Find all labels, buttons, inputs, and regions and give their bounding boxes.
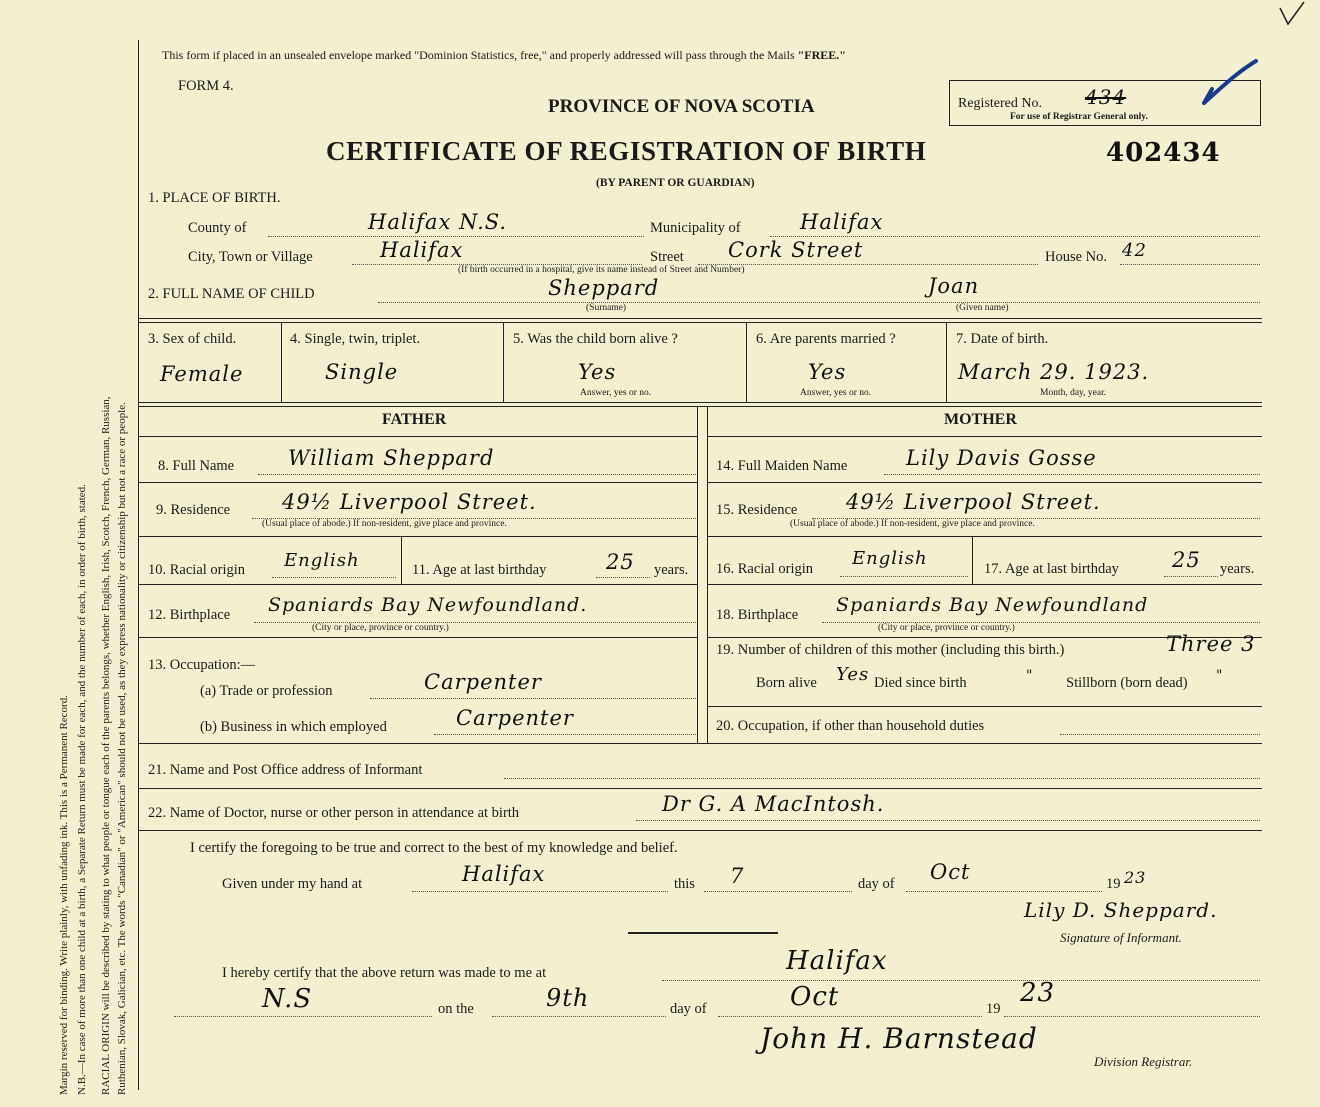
given-month-value: Oct <box>930 860 971 884</box>
registrar-dayof-label: day of <box>670 1001 707 1017</box>
corner-tick-icon <box>1278 0 1308 30</box>
alive-note: Answer, yes or no. <box>580 388 652 398</box>
informant-signature: Lily D. Sheppard. <box>1024 898 1218 922</box>
father-residence-label: 9. Residence <box>156 502 231 518</box>
plurality-label: 4. Single, twin, triplet. <box>290 331 421 347</box>
street-label: Street <box>650 249 684 265</box>
doctor-label: 22. Name of Doctor, nurse or other person in attendance at birth <box>148 805 520 821</box>
married-value: Yes <box>808 360 847 384</box>
mail-notice: This form if placed in an unsealed envelope marked "Dominion Statistics, free," and properly addressed will pass through the Mails "FREE." <box>162 48 846 62</box>
mother-age-years: years. <box>1220 561 1255 577</box>
dob-note: Month, day, year. <box>1040 388 1107 398</box>
province-title: PROVINCE OF NOVA SCOTIA <box>548 96 815 117</box>
form-number: FORM 4. <box>178 78 234 94</box>
side-note-1: Margin reserved for binding. Write plainly, with unfading ink. This is a Permanent Record. <box>58 695 70 1095</box>
plurality-value: Single <box>325 360 399 384</box>
city-label: City, Town or Village <box>188 249 313 265</box>
registrar-use-note: For use of Registrar General only. <box>1010 112 1148 122</box>
father-age-years: years. <box>654 562 689 578</box>
mother-name-value: Lily Davis Gosse <box>906 446 1097 470</box>
alive-value: Yes <box>578 360 617 384</box>
side-note-4: Ruthenian, Slovak, Galician, etc. The words "Canadian" or "American" should not be used, as they express nationality or citizenship but not a race or people. <box>116 402 128 1095</box>
father-business-label: (b) Business in which employed <box>200 719 387 735</box>
registrar-signature-label: Division Registrar. <box>1094 1054 1193 1069</box>
given-note: (Given name) <box>956 303 1009 313</box>
sex-label: 3. Sex of child. <box>148 331 237 347</box>
registrar-year-value: 23 <box>1020 978 1056 1008</box>
house-value: 42 <box>1122 240 1147 261</box>
informant-label: 21. Name and Post Office address of Informant <box>148 762 423 778</box>
father-trade-value: Carpenter <box>424 670 542 694</box>
married-note: Answer, yes or no. <box>800 388 872 398</box>
this-label: this <box>674 876 695 892</box>
father-age-value: 25 <box>606 550 635 574</box>
father-age-label: 11. Age at last birthday <box>412 562 547 578</box>
binding-margin-line <box>138 40 139 1090</box>
stillborn-value: " <box>1216 668 1224 684</box>
mother-birthplace-note: (City or place, province or country.) <box>878 623 1015 633</box>
father-residence-note: (Usual place of abode.) If non-resident, give place and province. <box>262 519 507 529</box>
registered-box <box>949 80 1261 126</box>
mother-residence-note: (Usual place of abode.) If non-resident, give place and province. <box>790 519 1035 529</box>
child-name-label: 2. FULL NAME OF CHILD <box>148 286 315 302</box>
certificate-subtitle: (BY PARENT OR GUARDIAN) <box>596 177 755 189</box>
mother-birthplace-label: 18. Birthplace <box>716 607 799 623</box>
mother-birthplace-value: Spaniards Bay Newfoundland <box>836 594 1149 616</box>
given-year-value: 23 <box>1124 868 1147 887</box>
father-occupation-label: 13. Occupation:— <box>148 657 256 673</box>
mother-occupation-label: 20. Occupation, if other than household duties <box>716 718 985 734</box>
registrar-place-value: Halifax <box>786 946 888 976</box>
street-value: Cork Street <box>728 238 864 262</box>
registrar-text: I hereby certify that the above return was made to me at <box>222 965 547 981</box>
doctor-value: Dr G. A MacIntosh. <box>662 792 885 816</box>
county-value: Halifax N.S. <box>368 210 508 234</box>
certificate-number: 402434 <box>1106 138 1221 168</box>
children-count-value: Three 3 <box>1166 632 1256 656</box>
father-heading: FATHER <box>382 411 447 428</box>
sex-value: Female <box>160 362 244 386</box>
married-label: 6. Are parents married ? <box>756 331 896 347</box>
given-dayof-label: day of <box>858 876 895 892</box>
certify-text: I certify the foregoing to be true and correct to the best of my knowledge and belief. <box>190 840 678 856</box>
side-note-2: N.B.—In case of more than one child at a birth, a Separate Return must be made for each, and the number of each, in order of birth, stated. <box>76 484 88 1095</box>
father-birthplace-label: 12. Birthplace <box>148 607 231 623</box>
surname-note: (Surname) <box>586 303 627 313</box>
certify-separator <box>628 932 778 934</box>
given-day-value: 7 <box>730 864 745 888</box>
county-label: County of <box>188 220 247 236</box>
mother-age-label: 17. Age at last birthday <box>984 561 1119 577</box>
child-given-name: Joan <box>928 274 980 298</box>
mother-race-value: English <box>852 548 928 569</box>
registered-value: 434 <box>1085 85 1127 109</box>
father-race-value: English <box>284 550 360 571</box>
mother-name-label: 14. Full Maiden Name <box>716 458 848 474</box>
registrar-on-the: on the <box>438 1001 474 1017</box>
registrar-year-prefix: 19 <box>986 1001 1001 1017</box>
given-under-label: Given under my hand at <box>222 876 363 892</box>
child-surname: Sheppard <box>548 276 660 300</box>
given-place-value: Halifax <box>462 862 546 886</box>
father-birthplace-note: (City or place, province or country.) <box>312 623 449 633</box>
father-birthplace-value: Spaniards Bay Newfoundland. <box>268 594 588 616</box>
given-year-prefix: 19 <box>1106 876 1121 892</box>
mother-residence-value: 49½ Liverpool Street. <box>846 490 1101 514</box>
registrar-place-value-2: N.S <box>262 984 313 1014</box>
center-divider-left <box>697 406 698 744</box>
center-divider-right <box>707 406 708 744</box>
father-trade-label: (a) Trade or profession <box>200 683 333 699</box>
mother-race-label: 16. Racial origin <box>716 561 814 577</box>
father-race-label: 10. Racial origin <box>148 562 246 578</box>
registrar-day-value: 9th <box>546 984 590 1012</box>
mother-heading: MOTHER <box>944 411 1017 428</box>
father-name-label: 8. Full Name <box>158 458 235 474</box>
born-alive-label: Born alive <box>756 675 817 691</box>
place-heading: 1. PLACE OF BIRTH. <box>148 190 281 206</box>
registered-label: Registered No. <box>958 96 1042 111</box>
registrar-month-value: Oct <box>790 982 840 1012</box>
house-label: House No. <box>1045 249 1108 265</box>
alive-label: 5. Was the child born alive ? <box>513 331 678 347</box>
father-business-value: Carpenter <box>456 706 574 730</box>
checkmark-icon <box>1200 59 1260 119</box>
dob-label: 7. Date of birth. <box>956 331 1049 347</box>
municipality-value: Halifax <box>800 210 884 234</box>
children-count-label: 19. Number of children of this mother (including this birth.) <box>716 642 1065 658</box>
hospital-note: (If birth occurred in a hospital, give its name instead of Street and Number) <box>458 265 745 275</box>
municipality-label: Municipality of <box>650 220 741 236</box>
father-residence-value: 49½ Liverpool Street. <box>282 490 537 514</box>
born-alive-value: Yes <box>836 664 870 685</box>
died-since-value: " <box>1026 668 1034 684</box>
mother-residence-label: 15. Residence <box>716 502 798 518</box>
mother-age-value: 25 <box>1172 548 1201 572</box>
father-name-value: William Sheppard <box>288 446 495 470</box>
city-value: Halifax <box>380 238 464 262</box>
stillborn-label: Stillborn (born dead) <box>1066 675 1188 691</box>
dob-value: March 29. 1923. <box>958 360 1150 384</box>
informant-signature-label: Signature of Informant. <box>1060 930 1182 945</box>
died-since-label: Died since birth <box>874 675 967 691</box>
side-note-3: RACIAL ORIGIN will be described by stating to what people or tongue each of the parents belongs, whether English, Irish, Scotch, French, German, Russian, <box>100 396 112 1095</box>
certificate-title: CERTIFICATE OF REGISTRATION OF BIRTH <box>326 136 927 166</box>
registrar-signature: John H. Barnstead <box>760 1022 1038 1055</box>
